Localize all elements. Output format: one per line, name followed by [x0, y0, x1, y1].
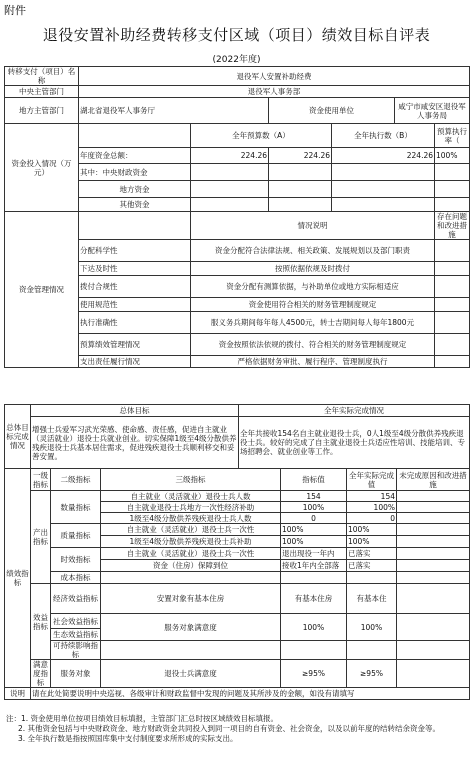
notes: [6, 714, 468, 744]
perf-col-target: 指标值: [281, 469, 347, 491]
evaluation-table-top: [4, 66, 470, 368]
perf-target: 100%: [281, 524, 347, 536]
perf-l2: 社会效益指标: [51, 614, 101, 629]
mgmt-row-label: 支出责任履行情况: [79, 356, 191, 368]
perf-actual: 100%: [347, 502, 397, 513]
unit-value: 咸宁市咸安区退役军人事务局: [395, 98, 470, 124]
mgmt-section-label: 资金管理情况: [5, 212, 79, 368]
perf-explain-label: 说明: [5, 688, 31, 700]
central-dept-label: 中央主管部门: [5, 86, 79, 98]
funds-row-local-label: 地方资金: [79, 181, 191, 198]
perf-actual: 0: [347, 513, 397, 524]
mgmt-row-label: 预算绩效管理情况: [79, 334, 191, 356]
perf-actual: 154: [347, 491, 397, 502]
mgmt-row-label: 下达及时性: [79, 262, 191, 276]
page-title: 退役安置补助经费转移支付区域（项目）绩效目标自评表: [42, 26, 431, 44]
mgmt-row-desc: 资金按照依法依规的拨付、符合相关的财务管理制度规定: [191, 334, 435, 356]
attachment-label: 附件: [4, 4, 26, 17]
goals-col-goal: 总体目标: [31, 405, 239, 417]
note-line: 注：1. 资金使用单位按项目绩效目标填报，主管部门汇总时按区域绩效目标填报。: [6, 714, 279, 723]
funds-total-b: 224.26: [269, 148, 332, 164]
mgmt-row-desc: 严格依据财务审批、履行程序、管理制度执行: [191, 356, 435, 368]
perf-satisfaction-label: 满意度指标: [31, 660, 51, 688]
perf-l2: 可持续影响指标: [51, 641, 101, 660]
funds-col-budget: 全年预算数（A）: [191, 124, 332, 148]
perf-target: 0: [281, 513, 347, 524]
mgmt-row-desc: 资金使用符合相关的财务管理制度规定: [191, 298, 435, 312]
perf-l3: 退役士兵满意度: [101, 660, 281, 688]
perf-l2: 服务对象: [51, 660, 101, 688]
perf-target: ≥95%: [281, 660, 347, 688]
central-dept: 退役军人事务部: [79, 86, 470, 98]
perf-l3: 自主就业（灵活就业）退役士兵人数: [101, 491, 281, 502]
funds-row-total-label: 年度资金总额：: [79, 148, 191, 164]
perf-explain: 请在此处简要说明中央巡视、各级审计和财政监督中发现的问题及其所涉及的金额，如没有请填写: [31, 688, 470, 700]
perf-section-label: 绩效指标: [5, 469, 31, 688]
funds-col-exec: 全年执行数（B）: [332, 124, 435, 148]
perf-actual: 100%: [347, 536, 397, 548]
goals-col-done: 全年实际完成情况: [239, 405, 470, 417]
perf-l2: 数量指标: [51, 491, 101, 524]
perf-actual: 100%: [347, 614, 397, 641]
goals-text: 增强士兵爱军习武光荣感、使命感、责任感，促进自主就业（灵活就业）退役士兵就业创业。切实保障1级至4级分散供养残疾退役士兵基本居住需求，促进残疾退役士兵顺利移交和妥善安置。: [31, 417, 239, 469]
perf-target: 100%: [281, 614, 347, 641]
mgmt-row-desc: 按照依据依规及时拨付: [191, 262, 435, 276]
mgmt-row-desc: 服义务兵期间每年每人4500元，转士吉期间每人每年1800元: [191, 312, 435, 334]
project-name: 退役军人安置补助经费: [79, 67, 470, 86]
perf-target: 100%: [281, 536, 347, 548]
perf-l3: 1级至4级分散供养残疾退役士兵补助: [101, 536, 281, 548]
funds-total-a: 224.26: [191, 148, 269, 164]
mgmt-row-label: 执行准确性: [79, 312, 191, 334]
perf-target: 退出现役一年内: [281, 548, 347, 560]
year-label: (2022年度): [212, 55, 261, 65]
perf-l2: 经济效益指标: [51, 584, 101, 614]
perf-actual: 有基本住: [347, 584, 397, 614]
performance-table: [4, 468, 470, 700]
funds-section-label: 资金投入情况（万元）: [5, 124, 79, 212]
perf-l2: 生态效益指标: [51, 629, 101, 641]
perf-output-label: 产出指标: [31, 491, 51, 584]
perf-actual: 已落实: [347, 560, 397, 572]
funds-col-rate: 预算执行率（: [435, 124, 470, 148]
goals-section-label: 总体目标完成情况: [5, 405, 31, 469]
perf-l3: 资金（住房）保障到位: [101, 560, 281, 572]
mgmt-col-desc: 情况说明: [191, 212, 435, 240]
perf-col-actual: 全年实际完成值: [347, 469, 397, 491]
funds-total-c: 224.26: [332, 148, 435, 164]
perf-target: 有基本住房: [281, 584, 347, 614]
perf-col-l2: 二级指标: [51, 469, 101, 491]
perf-l3: 1级至4级分散供养残疾退役士兵人数: [101, 513, 281, 524]
note-line: 3. 全年执行数是指按照国库集中支付制度要求所形成的实际支出。: [18, 734, 238, 743]
mgmt-row-label: 分配科学性: [79, 240, 191, 262]
mgmt-col-issue: 存在问题和改进措施: [435, 212, 470, 240]
unit-label: 资金使用单位: [269, 98, 395, 124]
mgmt-row-desc: 资金分配有测算依据，与补助单位或地方实际相适应: [191, 276, 435, 298]
perf-l3: 安置对象有基本住房: [101, 584, 281, 614]
perf-l2: 成本指标: [51, 572, 101, 584]
mgmt-row-desc: 资金分配符合法律法规、相关政策、发展规划以及部门职责: [191, 240, 435, 262]
note-line: 2. 其他资金包括与中央财政资金、地方财政资金共同投入到同一项目的自有资金、社会资金，以及以前年度的结转结余资金等。: [18, 724, 441, 733]
goals-table: [4, 404, 470, 469]
mgmt-row-label: 使用规范性: [79, 298, 191, 312]
perf-actual: 100%: [347, 524, 397, 536]
funds-row-other-label: 其他资金: [79, 198, 191, 212]
perf-target: 154: [281, 491, 347, 502]
project-name-label: 转移支付（项目）名称: [5, 67, 79, 86]
perf-l3: 自主就业（灵活就业）退役士兵一次性: [101, 524, 281, 536]
perf-col-l1: 一级指标: [31, 469, 51, 491]
mgmt-row-label: 拨付合规性: [79, 276, 191, 298]
perf-l3: 服务对象满意度: [101, 614, 281, 641]
perf-col-reason: 未完成原因和改进措施: [397, 469, 470, 491]
perf-l3: 自主就业（灵活就业）退役士兵一次性: [101, 548, 281, 560]
perf-actual: 已落实: [347, 548, 397, 560]
perf-l2: 时效指标: [51, 548, 101, 572]
perf-benefit-label: 效益指标: [31, 584, 51, 660]
perf-l2: 质量指标: [51, 524, 101, 548]
goals-done-text: 全年共接收154名自主就业退役士兵，0人1级至4级分散供养残疾退役士兵。较好的完成了自主就业退役士兵适应性培训、技能培训、专场招聘会、就业创业等工作。: [239, 417, 470, 469]
perf-target: 100%: [281, 502, 347, 513]
local-dept: 湖北省退役军人事务厅: [79, 98, 269, 124]
funds-total-rate: 100%: [435, 148, 470, 164]
perf-actual: ≥95%: [347, 660, 397, 688]
perf-target: 接收1年内全部落: [281, 560, 347, 572]
funds-row-central-label: 其中：中央财政资金: [79, 164, 191, 181]
perf-col-l3: 三级指标: [101, 469, 281, 491]
perf-l3: 自主就业退役士兵地方一次性经济补助: [101, 502, 281, 513]
local-dept-label: 地方主管部门: [5, 98, 79, 124]
